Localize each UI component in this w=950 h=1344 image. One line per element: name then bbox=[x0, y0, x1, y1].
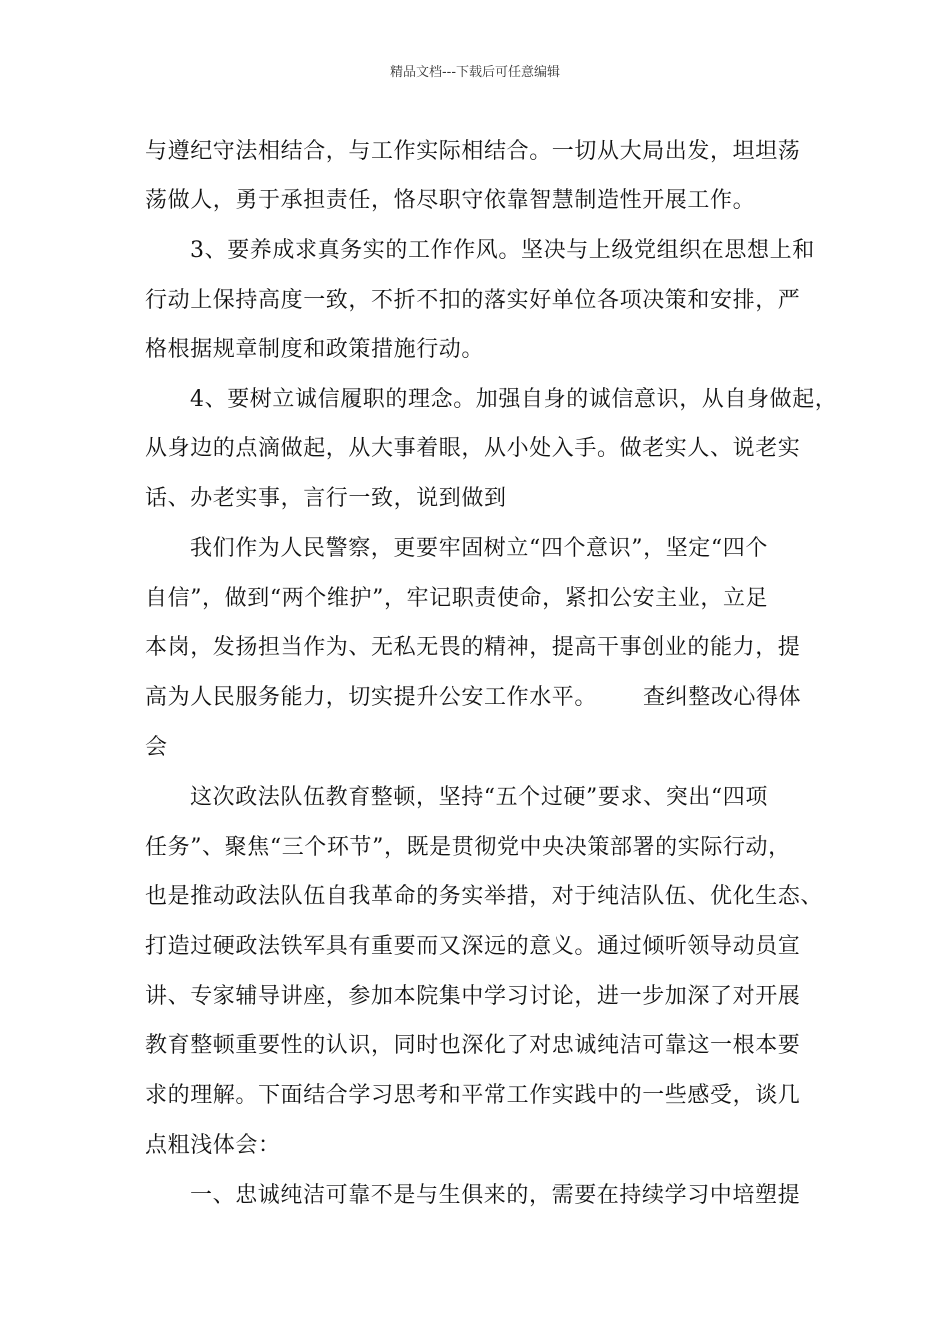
text-line: 本岗，发扬担当作为、无私无畏的精神，提高干事创业的能力，提 bbox=[145, 635, 801, 660]
text-line: 荡做人，勇于承担责任，恪尽职守依靠智慧制造性开展工作。 bbox=[145, 188, 756, 213]
text-line bbox=[145, 683, 801, 713]
text-line-part: 高为人民服务能力，切实提升公安工作水平。 bbox=[145, 685, 598, 710]
text-line: 任务”、聚焦“三个环节”，既是贯彻党中央决策部署的实际行动， bbox=[145, 835, 791, 860]
text-line: 点粗浅体会： bbox=[145, 1133, 281, 1158]
text-line: 话、办老实事，言行一致，说到做到 bbox=[145, 486, 507, 511]
text-line: 行动上保持高度一致，不折不扣的落实好单位各项决策和安排，严 bbox=[145, 288, 801, 313]
text-line: 4、要树立诚信履职的理念。加强自身的诚信意识，从自身做起， bbox=[190, 387, 838, 412]
text-line: 一、忠诚纯洁可靠不是与生俱来的，需要在持续学习中培塑提 bbox=[190, 1183, 801, 1208]
heading-fragment: 查纠整改心得体 bbox=[643, 685, 802, 710]
text-line: 也是推动政法队伍自我革命的务实举措，对于纯洁队伍、优化生态、 bbox=[145, 884, 824, 909]
page-header: 精品文档---下载后可任意编辑 bbox=[389, 65, 561, 80]
text-line: 求的理解。下面结合学习思考和平常工作实践中的一些感受，谈几 bbox=[145, 1083, 801, 1108]
text-line: 我们作为人民警察，更要牢固树立“四个意识”，坚定“四个 bbox=[190, 536, 768, 561]
text-line: 自信”，做到“两个维护”，牢记职责使命，紧扣公安主业，立足 bbox=[145, 586, 769, 611]
text-line: 教育整顿重要性的认识，同时也深化了对忠诚纯洁可靠这一根本要 bbox=[145, 1033, 801, 1058]
text-line: 与遵纪守法相结合，与工作实际相结合。一切从大局出发，坦坦荡 bbox=[145, 139, 801, 164]
text-line: 3、要养成求真务实的工作作风。坚决与上级党组织在思想上和 bbox=[190, 238, 815, 263]
text-line: 会 bbox=[145, 735, 168, 760]
text-line: 这次政法队伍教育整顿，坚持“五个过硬”要求、突出“四项 bbox=[190, 785, 768, 810]
text-line: 从身边的点滴做起，从大事着眼，从小处入手。做老实人、说老实 bbox=[145, 436, 801, 461]
text-line: 讲、专家辅导讲座，参加本院集中学习讨论，进一步加深了对开展 bbox=[145, 984, 801, 1009]
text-line: 打造过硬政法铁军具有重要而又深远的意义。通过倾听领导动员宣 bbox=[145, 934, 801, 959]
text-line: 格根据规章制度和政策措施行动。 bbox=[145, 337, 485, 362]
